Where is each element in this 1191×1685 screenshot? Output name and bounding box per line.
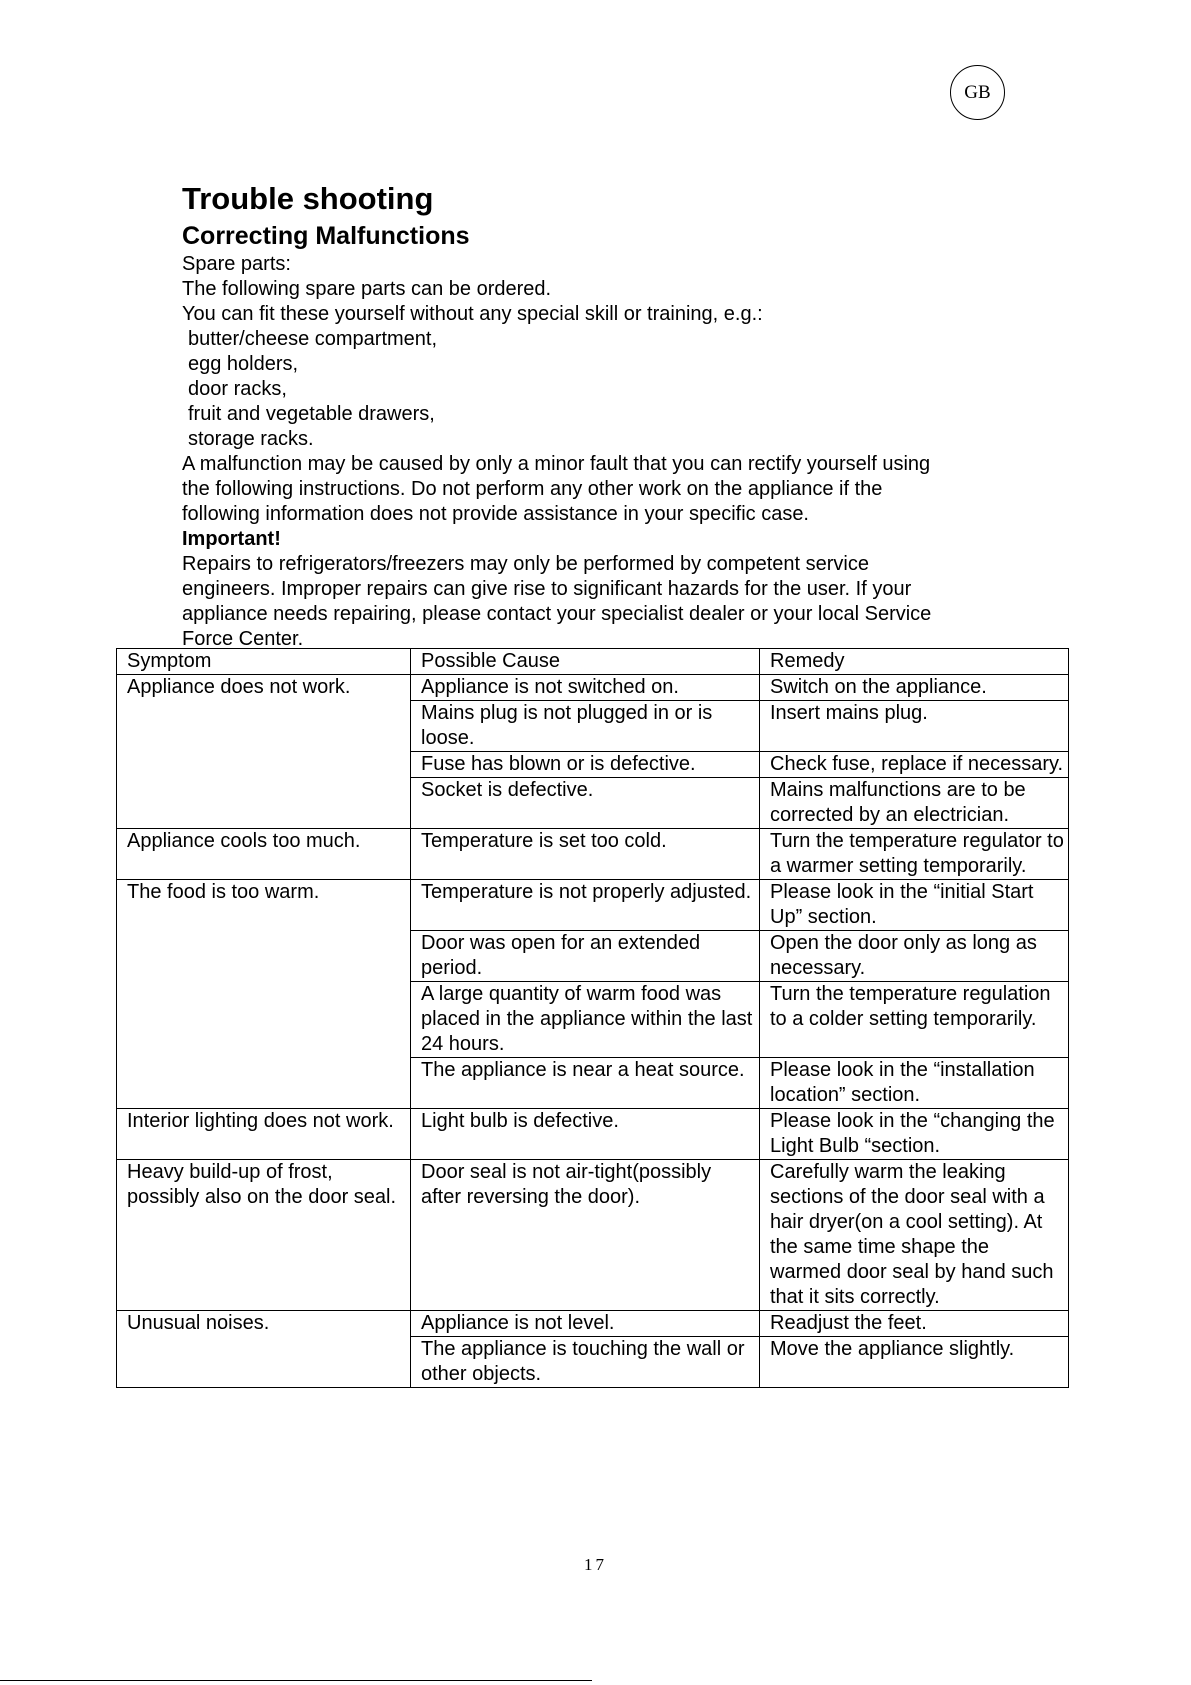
remedy-cell: Insert mains plug.: [760, 701, 1069, 752]
footer-divider: [0, 1680, 592, 1681]
paragraph-line: engineers. Improper repairs can give rise to significant hazards for the user. If your: [182, 578, 912, 600]
table-row: [117, 1311, 1069, 1337]
header-symptom: Symptom: [117, 649, 411, 675]
remedy-cell: Switch on the appliance.: [760, 675, 1069, 701]
spare-parts-label: Spare parts:: [182, 253, 291, 275]
cause-cell: Mains plug is not plugged in or is loose.: [411, 701, 760, 752]
spare-part-item: egg holders,: [188, 353, 299, 375]
remedy-cell: Check fuse, replace if necessary.: [760, 752, 1069, 778]
important-label: Important!: [182, 528, 281, 550]
spare-part-item: storage racks.: [188, 428, 314, 450]
cause-cell: Door seal is not air-tight(possibly after reversing the door).: [411, 1160, 760, 1311]
intro-section: [182, 178, 1042, 652]
language-badge: GB: [950, 65, 1005, 120]
cause-cell: Appliance is not level.: [411, 1311, 760, 1337]
cause-cell: The appliance is near a heat source.: [411, 1058, 760, 1109]
page-title: Trouble shooting: [182, 181, 434, 216]
cause-cell: The appliance is touching the wall or other objects.: [411, 1337, 760, 1388]
symptom-cell: Interior lighting does not work.: [117, 1109, 411, 1160]
remedy-cell: Please look in the “installation location” section.: [760, 1058, 1069, 1109]
remedy-cell: Please look in the “changing the Light Bulb “section.: [760, 1109, 1069, 1160]
paragraph-line: Force Center.: [182, 628, 304, 650]
remedy-cell: Readjust the feet.: [760, 1311, 1069, 1337]
header-possible-cause: Possible Cause: [411, 649, 760, 675]
page-number: 17: [584, 1555, 607, 1574]
symptom-cell: Appliance cools too much.: [117, 829, 411, 880]
remedy-cell: Open the door only as long as necessary.: [760, 931, 1069, 982]
intro-line: The following spare parts can be ordered.: [182, 278, 552, 300]
cause-cell: Door was open for an extended period.: [411, 931, 760, 982]
header-remedy: Remedy: [760, 649, 1069, 675]
remedy-cell: Turn the temperature regulator to a warmer setting temporarily.: [760, 829, 1069, 880]
spare-part-item: fruit and vegetable drawers,: [188, 403, 435, 425]
table-row: [117, 1109, 1069, 1160]
page-subtitle: Correcting Malfunctions: [182, 222, 470, 250]
table-header-row: [117, 649, 1069, 675]
spare-part-item: butter/cheese compartment,: [188, 328, 438, 350]
intro-line: You can fit these yourself without any special skill or training, e.g.:: [182, 303, 763, 325]
cause-cell: Light bulb is defective.: [411, 1109, 760, 1160]
malfunction-paragraph: [182, 452, 1042, 527]
cause-cell: A large quantity of warm food was placed in the appliance within the last 24 hours.: [411, 982, 760, 1058]
cause-cell: Appliance is not switched on.: [411, 675, 760, 701]
spare-parts-list: [182, 327, 1042, 452]
remedy-cell: Turn the temperature regulation to a colder setting temporarily.: [760, 982, 1069, 1058]
paragraph-line: A malfunction may be caused by only a minor fault that you can rectify yourself using: [182, 453, 931, 475]
table-row: [117, 829, 1069, 880]
spare-part-item: door racks,: [188, 378, 287, 400]
symptom-cell: Unusual noises.: [117, 1311, 411, 1388]
repairs-paragraph: [182, 552, 1042, 652]
table-row: [117, 1160, 1069, 1311]
cause-cell: Temperature is not properly adjusted.: [411, 880, 760, 931]
troubleshooting-table: [116, 648, 1069, 1388]
remedy-cell: Please look in the “initial Start Up” section.: [760, 880, 1069, 931]
cause-cell: Socket is defective.: [411, 778, 760, 829]
cause-cell: Fuse has blown or is defective.: [411, 752, 760, 778]
remedy-cell: Carefully warm the leaking sections of the door seal with a hair dryer(on a cool setting). At the same time shape the warmed door seal by hand such that it sits correctly.: [760, 1160, 1069, 1311]
symptom-cell: The food is too warm.: [117, 880, 411, 1109]
paragraph-line: Repairs to refrigerators/freezers may only be performed by competent service: [182, 553, 869, 575]
remedy-cell: Move the appliance slightly.: [760, 1337, 1069, 1388]
paragraph-line: following information does not provide assistance in your specific case.: [182, 503, 809, 525]
table-row: [117, 675, 1069, 701]
table-row: [117, 880, 1069, 931]
paragraph-line: the following instructions. Do not perform any other work on the appliance if the: [182, 478, 883, 500]
cause-cell: Temperature is set too cold.: [411, 829, 760, 880]
symptom-cell: Heavy build-up of frost, possibly also on the door seal.: [117, 1160, 411, 1311]
symptom-cell: Appliance does not work.: [117, 675, 411, 829]
remedy-cell: Mains malfunctions are to be corrected by an electrician.: [760, 778, 1069, 829]
paragraph-line: appliance needs repairing, please contact your specialist dealer or your local Service: [182, 603, 932, 625]
